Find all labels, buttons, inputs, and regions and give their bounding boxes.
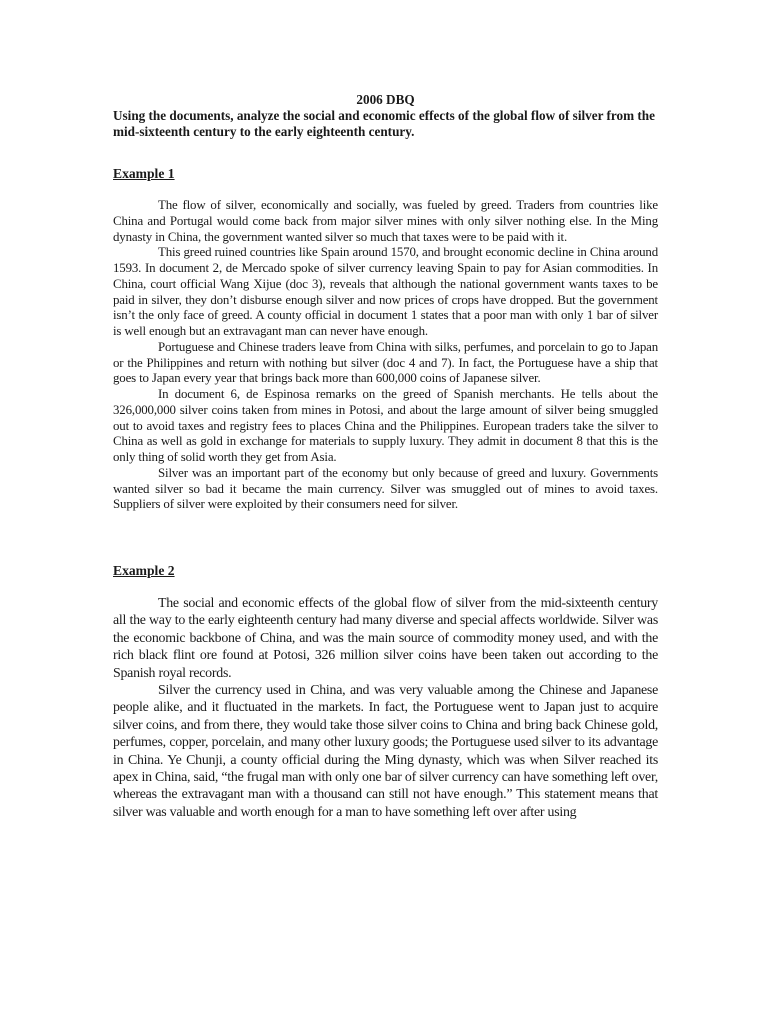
example-2-paragraph: Silver the currency used in China, and was very valuable among the Chinese and Japanese people alike, and it fluctuated in the markets. In fact, the Portuguese went to Japan just to acquire silver coins, and from there, they would take those silver coins to China and bring back Chinese gold, perfumes, copper, porcelain, and many other luxury goods; the Portuguese used silver to its advantage in China. Ye Chunji, a county official during the Ming dynasty, which was when Silver reached its apex in China, said, “the frugal man with only one bar of silver currency can have something left over, whereas the extravagant man with a thousand can still not have enough.” This statement means that silver was valuable and worth enough for a man to have something left over after using (113, 683, 658, 820)
example-2-heading: Example 2 (113, 563, 175, 578)
example-2-essay (113, 595, 658, 821)
example-1-heading: Example 1 (113, 166, 175, 181)
example-1-paragraph: Silver was an important part of the economy but only because of greed and luxury. Governments wanted silver so bad it became the main currency. Silver was smuggled out of mines to avoid taxes. Suppliers of silver were exploited by their consumers need for silver. (113, 465, 658, 512)
example-1-essay (113, 198, 658, 513)
document-page (113, 92, 658, 821)
example-1-paragraph: The flow of silver, economically and socially, was fueled by greed. Traders from countries like China and Portugal would come back from major silver mines with only silver nothing else. In the Ming dynasty in China, the government wanted silver so much that taxes were to be paid with it. (113, 198, 658, 244)
example-1-paragraph: Portuguese and Chinese traders leave from China with silks, perfumes, and porcelain to go to Japan or the Philippines and return with nothing but silver (doc 4 and 7). In fact, the Portuguese have a ship that goes to Japan every year that brings back more than 600,000 coins of Japanese silver. (113, 339, 658, 386)
example-1-paragraph: In document 6, de Espinosa remarks on the greed of Spanish merchants. He tells about the 326,000,000 silver coins taken from mines in Potosi, and about the large amount of silver being smuggled out to avoid taxes and registry fees to places China and the Philippines. European traders take the silver to China as well as gold in exchange for materials to supply luxury. They admit in document 8 that this is the only thing of solid worth they get from Asia. (113, 387, 658, 464)
example-1-paragraph: This greed ruined countries like Spain around 1570, and brought economic decline in China around 1593. In document 2, de Mercado spoke of silver currency leaving Spain to pay for Asian commodities. In China, court official Wang Xijue (doc 3), reveals that although the national government wants taxes to be paid in silver, they don’t disburse enough silver and now prices of crops have dropped. But the government isn’t the only face of greed. A county official in document 1 states that a poor man with only 1 bar of silver is well enough but an extravagant man can never have enough. (113, 245, 658, 338)
example-2-paragraph: The social and economic effects of the global flow of silver from the mid-sixteenth century all the way to the early eighteenth century had many diverse and special affects worldwide. Silver was the economic backbone of China, and was the main source of commodity money used, and with the rich black flint ore found at Potosi, 326 million silver coins have been taken out according to the Spanish royal records. (113, 596, 658, 681)
essay-prompt: Using the documents, analyze the social and economic effects of the global flow of silver from the mid-sixteenth century to the early eighteenth century. (113, 108, 655, 139)
document-title: 2006 DBQ (356, 92, 415, 107)
